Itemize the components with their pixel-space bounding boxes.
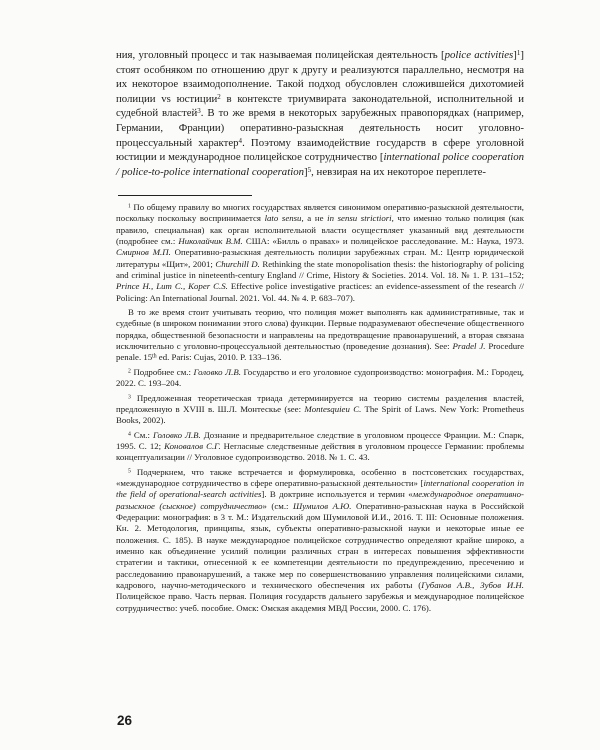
footnote-mark: 4 bbox=[128, 430, 131, 437]
footnote-2: $^2$ Подробнее см.: Головко Л.В. Государство и его уголовное судопроизводство: монография. М.: Городец, 2022. С. 193–204. bbox=[116, 366, 524, 389]
footnote-mark: 5 bbox=[128, 468, 131, 474]
footnote-5: $^5$ Подчеркнем, что также встречается и формулировка, особенно в постсоветских государствах, «международное сотрудничество в сфере оперативно-разыскной деятельности» [international cooperation in the field of operational-search activities]. В доктрине используется и термин «международное оперативно-разыскное (сыскное) сотрудничество» (см.: Шумилов А.Ю. Оперативно-разыскная наука в Российской Федерации: монография: в 3 т. М.: Издательский дом Шумиловой И.И., 2016. Т. III: Основные положения. Кн. 2. Методология, принципы, язык, субъекты оперативно-разыскной науки и некоторые иные ее положения. С. 185). В науке международное полицейское сотрудничество определяют крайне широко, а именно как объединение усилий полиции различных стран в интересах повышения эффективности стратегии и тактики, отнесенной к ее компетенции деятельности по предупреждению, пресечению и расследованию правонарушений, а также мер по совершенствованию управления полицейскими силами, кадрового, научно-методического и технического обеспечения их работы (Губанов А.В., Зубов И.Н. Полицейское право. Часть первая. Полиция государств дальнего зарубежья и международное полицейское сотрудничество: учеб. пособие. Омск: Омская академия МВД России, 2000. С. 176). bbox=[116, 466, 524, 613]
footnote-3: $^3$ Предложенная теоретическая триада детерминируется на теорию системы разделения властей, предложенную в XVIII в. Ш.Л. Монтескье (see: Montesquieu C. The Spirit of Laws. New York: Prometheus Books, 2002). bbox=[116, 392, 525, 426]
footnote-ref: 2 bbox=[217, 92, 221, 101]
footnotes bbox=[116, 202, 524, 617]
footnote-mark: 3 bbox=[128, 393, 131, 400]
main-text-segment: ] bbox=[304, 165, 308, 178]
page-number: 26 bbox=[117, 713, 133, 728]
main-text-segment: , невзирая на их некоторое переплете- bbox=[311, 165, 486, 178]
main-text-italic: international police cooperation / police-to-police international cooperation bbox=[116, 151, 524, 178]
main-text-segment: ] стоят особняком по отношению друг к другу и реализуются параллельно, несмотря на их некоторое взаимодополнение. Такой подход обусловлен сложившейся дихотомией полиции vs юстиции bbox=[116, 49, 524, 105]
main-text-segment: в контексте триумвирата законодательной, исполнительной и судебной властей bbox=[116, 92, 524, 120]
footnote-mark: 2 bbox=[128, 368, 131, 375]
footnote-mark: 1 bbox=[128, 203, 131, 210]
main-text-italic: police activities bbox=[444, 49, 514, 61]
footnote-separator bbox=[118, 195, 252, 196]
main-text-segment: . Поэтому взаимодействие государств в сфере уголовной юстиции и международное полицейское сотрудничество [ bbox=[116, 136, 524, 164]
main-text: ния, уголовный процесс и так называемая полицейская деятельность [police activities]$^1$] стоят особняком по отношению друг к другу и реализуются параллельно, несмотря на их некоторое взаимодополнение. Такой подход обусловлен сложившейся дихотомией полиции vs юстиции$^2$ в контексте триумвирата законодательной, исполнительной и судебной властей$^3$. В то же время в некоторых зарубежных правопорядках (например, Германии, Франции) оперативно-разыскная деятельность носит уголовно-процессуальный характер$^4$. Поэтому взаимодействие государств в сфере уголовной юстиции и международное полицейское сотрудничество [international police cooperation / police-to-police international cooperation]$^5$, невзирая на их некоторое переплете- bbox=[116, 48, 524, 178]
footnote-ref: 5 bbox=[307, 165, 312, 174]
footnote-ref: 4 bbox=[238, 136, 243, 145]
main-text-segment: . В то же время в некоторых зарубежных правопорядках (например, Германии, Франции) оперативно-разыскная деятельность носит уголовно-процессуальный характер bbox=[116, 107, 524, 149]
main-text-segment: ния, уголовный процесс и так называемая полицейская деятельность [ bbox=[116, 49, 445, 61]
footnote-ref: 1 bbox=[516, 48, 521, 57]
footnote-1-continuation: В то же время стоит учитывать теорию, что полиция может выполнять как административные, так и судебные (в широком понимании этого слова) функции. Первые подразумевают обеспечение общественного порядка, общественной безопасности и направлены на предотвращение правонарушений, а вторая связана исключительно с уголовно-процессуальной деятельностью (проведение дознания). See: Pradel J. Procedure penale. 15th ed. Paris: Cujas, 2010. P. 133–136. bbox=[116, 307, 524, 363]
footnote-ref: 3 bbox=[197, 107, 201, 116]
footnote-1: $^1$ По общему правилу во многих государствах является синонимом оперативно-разыскной деятельности, поскольку поскольку воспринимается lato sensu, а не in sensu strictiori, что именно только полиция (как правило, специальная) как орган исполнительной власти осуществляет указанный вид деятельности (подробнее см.: Николайчик В.М. США: «Билль о правах» и полицейское расследование. М.: Наука, 1973. Смирнов М.П. Оперативно-разыскная деятельность полиции зарубежных стран. М.: Центр юридической литературы «Щит», 2001; Churchill D. Rethinking the state monopolisation thesis: the historiography of policing and criminal justice in nineteenth-century England // Crime, History & Societies. 2014. Vol. 18. № 1. P. 131–152; Prince H., Lum C., Koper C.S. Effective police investigative practices: an evidence-assessment of the research // Policing: An International Journal. 2021. Vol. 44. № 4. P. 683–707). bbox=[116, 202, 525, 303]
footnote-4: $^4$ См.: Головко Л.В. Дознание и предварительное следствие в уголовном процессе Франции. М.: Спарк, 1995. С. 12; Коновалов С.Г. Негласные следственные действия в уголовном процессе Германии: проблемы концептуализации // Уголовное судопроизводство. 2018. № 1. С. 43. bbox=[116, 429, 524, 463]
